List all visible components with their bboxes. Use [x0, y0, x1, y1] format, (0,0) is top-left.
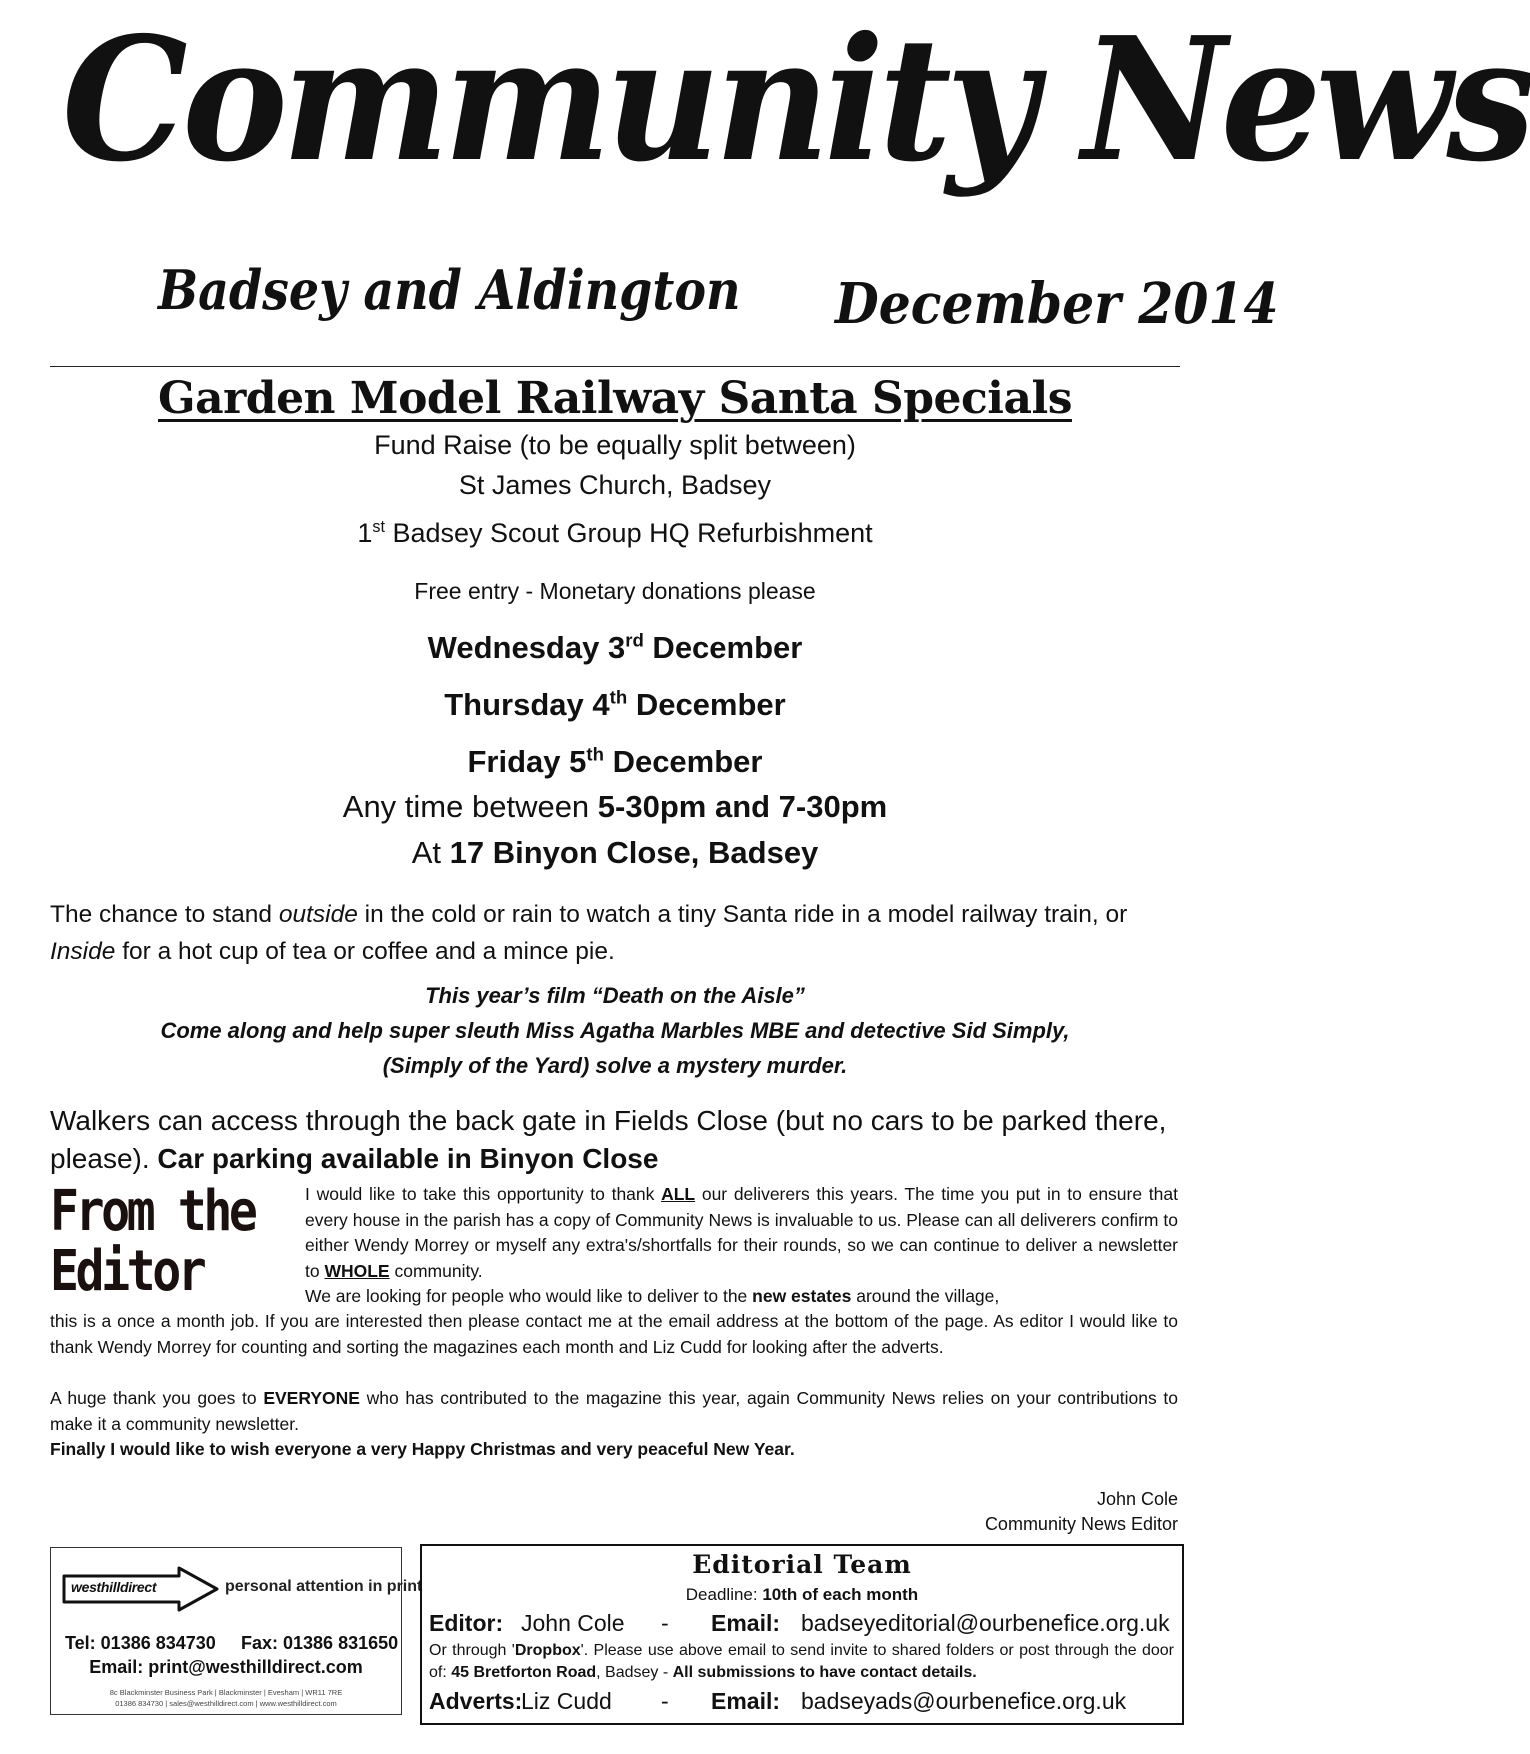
editor-name: John Cole — [521, 1610, 625, 1636]
editor-sign-name: John Cole — [1096, 1489, 1178, 1509]
adverts-label: Adverts: — [429, 1688, 523, 1714]
from-the-editor-logo — [50, 1179, 261, 1304]
event-address: At 17 Binyon Close, Badsey — [411, 835, 819, 870]
film-line-2: Come along and help super sleuth Miss Agatha Marbles MBE and detective Sid Simply, — [160, 1018, 1070, 1043]
advert-tel: Tel: 01386 834730 — [65, 1633, 216, 1653]
advert-tagline: personal attention in print — [225, 1578, 423, 1595]
advert-contacts: 01386 834730 | sales@westhilldirect.com | www.westhilldirect.com — [115, 1699, 337, 1708]
masthead-issue: December 2014 — [835, 271, 1279, 337]
advert-fax: Fax: 01386 831650 — [241, 1633, 399, 1653]
westhill-advert — [50, 1547, 423, 1715]
event-time: Any time between 5-30pm and 7-30pm — [342, 789, 888, 824]
entry-note: Free entry - Monetary donations please — [414, 578, 816, 604]
beneficiary-scouts-num: 1 — [357, 518, 373, 548]
editor-contact-row — [429, 1608, 1170, 1638]
editor-logo-line-1: From the — [50, 1179, 255, 1244]
deadline: Deadline: 10th of each month — [685, 1585, 919, 1604]
event-headline — [50, 372, 1180, 426]
beneficiary-scouts — [50, 516, 1180, 550]
editor-paragraph-2: this is a once a month job. If you are interested then please contact me at the email address at the bottom of the page. As editor I would like to thank Wendy Morrey for counting and sorting the magazines each month and Liz Cudd for looking after the adverts. — [50, 1311, 1178, 1357]
film-title: This year’s film “Death on the Aisle” — [425, 983, 805, 1008]
adverts-email-label: Email: — [711, 1688, 781, 1714]
editorial-team-title: Editorial Team — [692, 1550, 912, 1579]
editor-sign-role: Community News Editor — [984, 1514, 1178, 1534]
editor-email-link[interactable]: badseyeditorial@ourbenefice.org.uk — [801, 1610, 1170, 1636]
adverts-dash: - — [661, 1688, 669, 1714]
beneficiary-church: St James Church, Badsey — [458, 470, 772, 500]
fund-line: Fund Raise (to be equally split between) — [374, 430, 856, 460]
date-thursday: Thursday 4th December — [444, 686, 786, 722]
masthead-divider — [50, 366, 1180, 367]
advert-brand: westhilldirect — [71, 1579, 157, 1595]
advert-email: Email: print@westhilldirect.com — [89, 1657, 363, 1677]
editor-label: Editor: — [429, 1610, 504, 1636]
editor-logo-line-2: Editor — [50, 1239, 204, 1304]
event-headline-text: Garden Model Railway Santa Specials — [158, 373, 1072, 424]
editor-email-label: Email: — [711, 1610, 781, 1636]
editor-paragraph-2-start: We are looking for people who would like to deliver to the new estates around the village, — [305, 1286, 1000, 1306]
adverts-name: Liz Cudd — [521, 1688, 612, 1714]
masthead-area: Badsey and Aldington — [158, 258, 741, 322]
date-wednesday: Wednesday 3rd December — [427, 629, 803, 665]
editor-paragraph-4: Finally I would like to wish everyone a very Happy Christmas and very peaceful New Year. — [50, 1439, 795, 1459]
adverts-email-link[interactable]: badseyads@ourbenefice.org.uk — [801, 1688, 1127, 1714]
masthead-title: Community News — [62, 0, 1530, 200]
editor-dash: - — [661, 1610, 669, 1636]
dropbox-note: Or through 'Dropbox'. Please use above email to send invite to shared folders or post through the door of: 45 Bretforton Road, Badsey - All submissions to have contact details. — [429, 1642, 1175, 1681]
event-description: The chance to stand outside in the cold or rain to watch a tiny Santa ride in a model railway train, or Inside for a hot cup of tea or coffee and a mince pie. — [50, 901, 1128, 965]
adverts-contact-row — [429, 1686, 1127, 1716]
editorial-team-box — [420, 1544, 1184, 1725]
editor-paragraph-3: A huge thank you goes to EVERYONE who has contributed to the magazine this year, again Community News relies on your contributions to make it a community newsletter. — [50, 1388, 1178, 1434]
film-line-3: (Simply of the Yard) solve a mystery murder. — [382, 1053, 848, 1078]
beneficiary-scouts-sup: st — [372, 518, 385, 536]
editor-paragraph-1: I would like to take this opportunity to thank ALL our deliverers this years. The time you put in to ensure that every house in the parish has a copy of Community News is invaluable to us. Please can all deliverers confirm to either Wendy Morrey or myself any extra's/shortfalls for their rounds, so we can continue to deliver a newsletter to WHOLE community. — [305, 1184, 1178, 1281]
beneficiary-scouts-text: Badsey Scout Group HQ Refurbishment — [384, 518, 873, 548]
date-friday: Friday 5th December — [467, 743, 763, 779]
advert-address: 8c Blackminster Business Park | Blackminster | Evesham | WR11 7RE — [109, 1688, 343, 1697]
walkers-note: Walkers can access through the back gate in Fields Close (but no cars to be parked there, please). Car parking available in Binyon Close — [50, 1105, 1167, 1174]
